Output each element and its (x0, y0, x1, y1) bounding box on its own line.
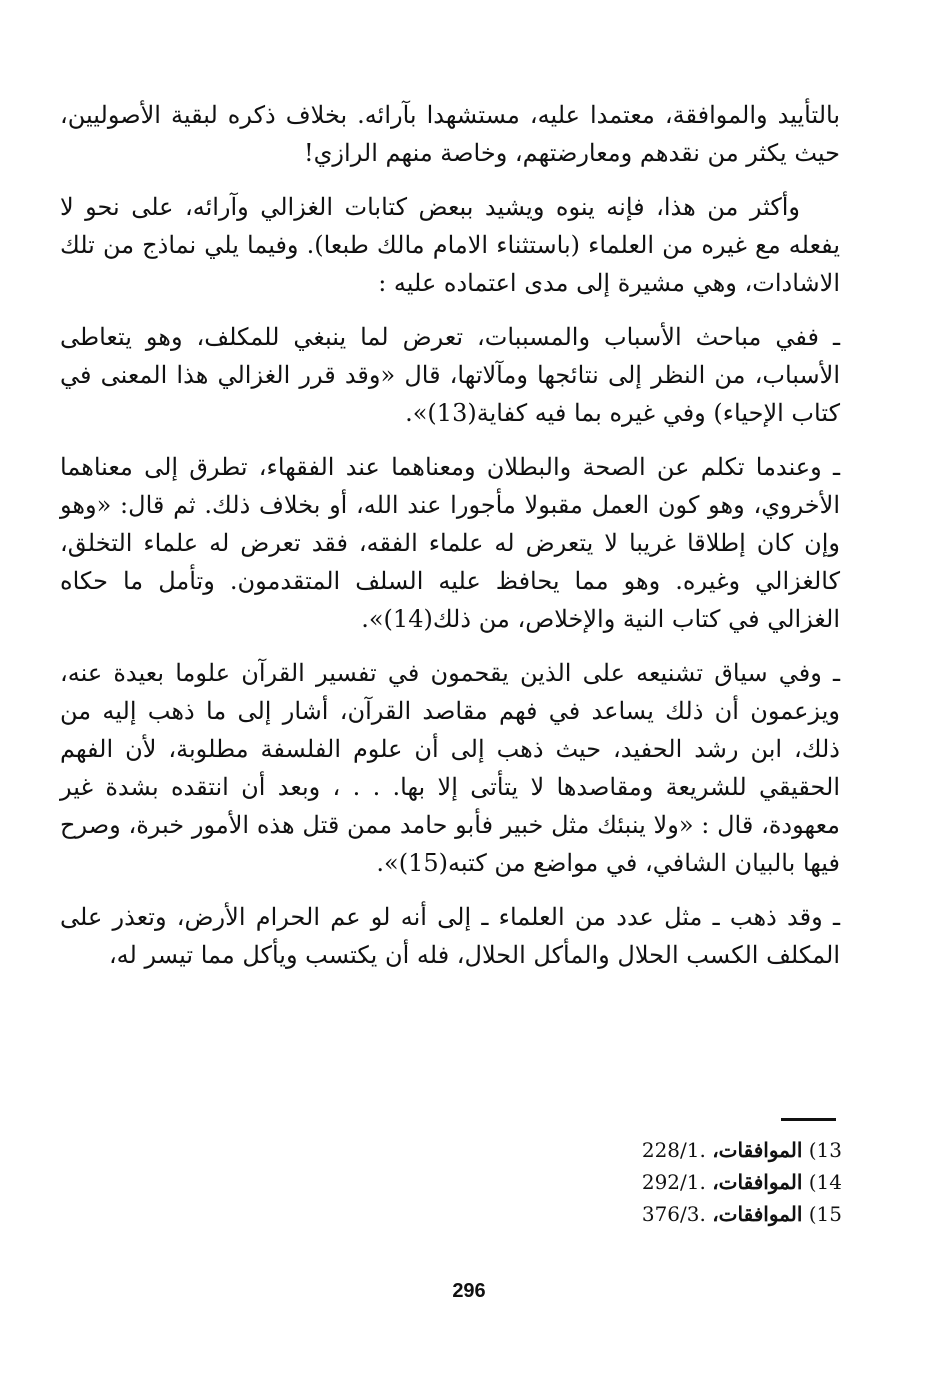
paragraph-quran-interpretation: ـ وفي سياق تشنيعه على الذين يقحمون في تفسير القرآن علوما بعيدة عنه، ويزعمون أن ذلك يساعد في فهم مقاصد القرآن، أشار إلى ما ذهب إليه من ذلك، ابن رشد الحفيد، حيث ذهب إلى أن علوم الفلسفة مطلوبة، لأن الفهم الحقيقي للشريعة ومقاصدها لا يتأتى إلا بها. . . ، وبعد أن انتقده بشدة غير معهودة، قال : «ولا ينبئك مثل خبير فأبو حامد ممن قتل هذه الأمور خبرة، وصرح فيها بالبيان الشافي، في مواضع من كتبه(15)». (60, 659, 840, 877)
footnote-separator (781, 1118, 836, 1121)
footnote-number: 13) (808, 1138, 842, 1162)
footnote-14 (422, 1166, 842, 1198)
paragraph-praise-intro: وأكثر من هذا، فإنه ينوه ويشيد ببعض كتابات الغزالي وآرائه، على نحو لا يفعله مع غيره من العلماء (باستثناء الامام مالك طبعا). وفيما يلي نماذج من تلك الاشادات، وهي مشيرة إلى مدى اعتماده عليه : (60, 193, 840, 297)
body-text (60, 96, 840, 990)
footnote-reference: 292/1. (641, 1170, 706, 1194)
footnote-reference: 376/3. (641, 1202, 706, 1226)
footnotes (422, 1134, 842, 1230)
footnote-number: 15) (808, 1202, 842, 1226)
footnote-title: الموافقات، (712, 1138, 803, 1162)
paragraph-continuation: بالتأييد والموافقة، معتمدا عليه، مستشهدا بآرائه. بخلاف ذكره لبقية الأصوليين، حيث يكثر من نقدهم ومعارضتهم، وخاصة منهم الرازي! (60, 101, 840, 167)
page-number: 296 (452, 1280, 486, 1302)
footnote-15 (422, 1198, 842, 1230)
footnote-reference: 228/1. (641, 1138, 706, 1162)
paragraph-forbidden-earnings: ـ وقد ذهب ـ مثل عدد من العلماء ـ إلى أنه لو عم الحرام الأرض، وتعذر على المكلف الكسب الحلال والمأكل الحلال، فله أن يكتسب ويأكل مما تيسر له، (60, 903, 840, 969)
paragraph-causes: ـ ففي مباحث الأسباب والمسببات، تعرض لما ينبغي للمكلف، وهو يتعاطى الأسباب، من النظر إلى نتائجها ومآلاتها، قال «وقد قرر الغزالي هذا المعنى في كتاب الإحياء) وفي غيره بما فيه كفاية(13)». (60, 323, 840, 427)
footnote-title: الموافقات، (712, 1202, 803, 1226)
footnote-number: 14) (808, 1170, 842, 1194)
paragraph-validity: ـ وعندما تكلم عن الصحة والبطلان ومعناهما عند الفقهاء، تطرق إلى معناهما الأخروي، وهو كون العمل مقبولا مأجورا عند الله، أو بخلاف ذلك. ثم قال: «وهو وإن كان إطلاقا غريبا لا يتعرض له علماء الفقه، فقد تعرض له علماء التخلق، كالغزالي وغيره. وهو مما يحافظ عليه السلف المتقدمون. وتأمل ما حكاه الغزالي في كتاب النية والإخلاص، من ذلك(14)». (60, 453, 841, 633)
footnote-title: الموافقات، (712, 1170, 803, 1194)
footnote-13 (422, 1134, 842, 1166)
